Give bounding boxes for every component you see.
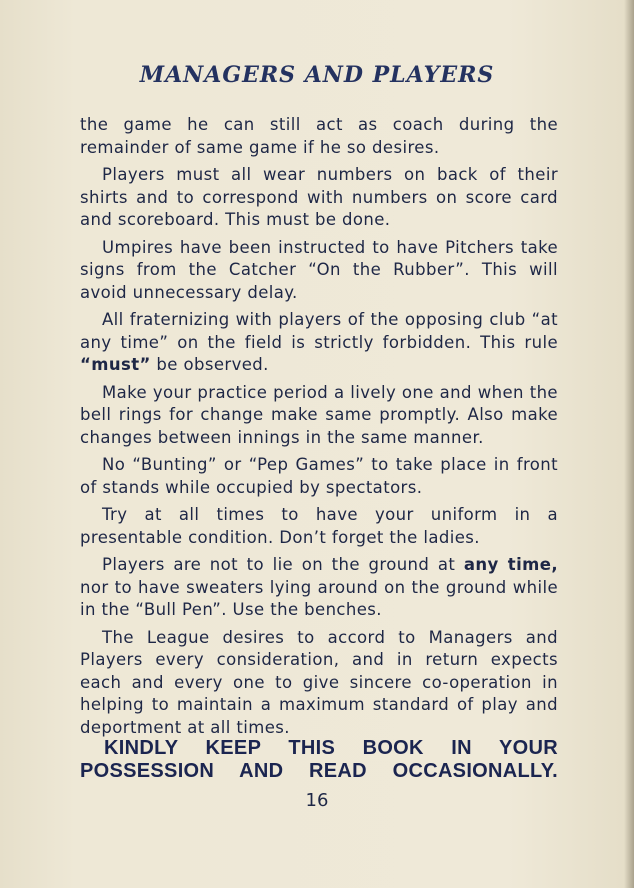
paragraph-ground bbox=[80, 554, 558, 622]
paragraph-numbers: Players must all wear numbers on back of their shirts and to correspond with numbers on score card and scoreboard. This must be done. bbox=[80, 165, 558, 229]
page-edge-shadow bbox=[624, 0, 634, 888]
page-number: 16 bbox=[305, 790, 329, 811]
paragraph-league: The League desires to accord to Managers and Players every consideration, and in return expects each and every one to give sincere co-operation in helping to maintain a maximum standard of play and deportment at all times. bbox=[80, 627, 558, 737]
paragraph-continued: the game he can still act as coach during the remainder of same game if he so desires. bbox=[80, 115, 558, 157]
closing-line-2: POSSESSION AND READ OCCASIONALLY. bbox=[80, 760, 558, 782]
paragraph-fraternizing bbox=[80, 309, 558, 377]
paragraph-text: nor to have sweaters lying around on the ground while in the “Bull Pen”. Use the benches. bbox=[80, 577, 558, 619]
paragraph-text: be observed. bbox=[150, 355, 269, 374]
page-title: MANAGERS AND PLAYERS bbox=[139, 62, 495, 88]
emphasis-must: “must” bbox=[80, 355, 151, 374]
closing-line-1: KINDLY KEEP THIS BOOK IN YOUR bbox=[104, 737, 558, 759]
paragraph-umpires: Umpires have been instructed to have Pitchers take signs from the Catcher “On the Rubber”. This will avoid unnecessary delay. bbox=[80, 237, 558, 302]
emphasis-any-time: any time, bbox=[463, 555, 558, 574]
paragraph-uniform: Try at all times to have your uniform in a presentable condition. Don’t forget the ladies. bbox=[80, 505, 558, 547]
paragraph-bunting: No “Bunting” or “Pep Games” to take place in front of stands while occupied by spectators. bbox=[80, 455, 558, 497]
paragraph-practice: Make your practice period a lively one and when the bell rings for change make same promptly. Also make changes between innings in the same manner. bbox=[80, 382, 558, 447]
paragraph-text: All fraternizing with players of the opposing club “at any time” on the field is strictly forbidden. This rule bbox=[80, 310, 558, 352]
body-text bbox=[80, 114, 558, 744]
paragraph-text: Players are not to lie on the ground at bbox=[102, 555, 464, 574]
closing-notice bbox=[80, 737, 558, 783]
